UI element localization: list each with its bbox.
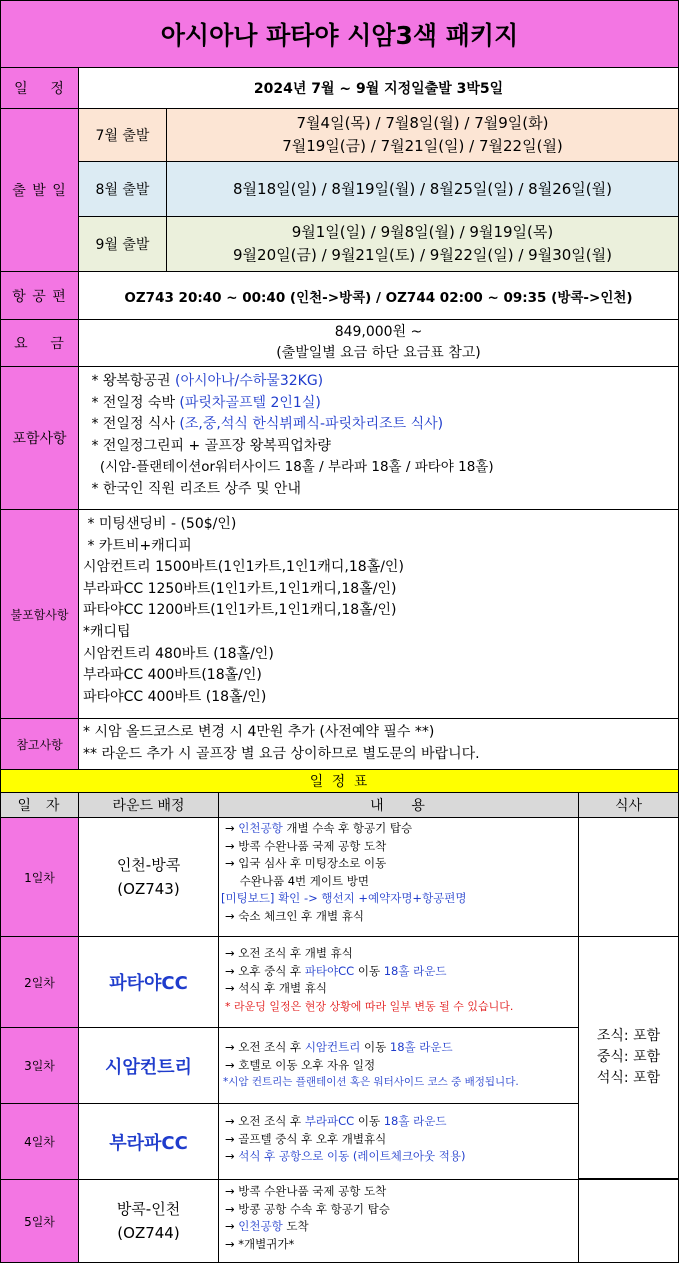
header-text: 식사 [614, 798, 643, 814]
included-list [78, 366, 679, 510]
excluded-item: *캐디팁 [83, 623, 131, 640]
schedule-line: → 석식 후 개별 휴식 [225, 981, 328, 995]
itinerary-title [0, 769, 679, 793]
day-2-label [0, 936, 79, 1028]
schedule-note: * 라운딩 일정은 현장 상황에 따라 일부 변동 될 수 있습니다. [225, 999, 514, 1013]
notes-list [78, 718, 679, 770]
header-text: 일 자 [17, 798, 62, 814]
day-5-meal [578, 1179, 679, 1263]
day-label-text: 1일차 [24, 870, 55, 885]
schedule-line: → 오전 조식 후 개별 휴식 [225, 946, 353, 960]
included-item: * 전일정 숙박 (파릿차골프텔 2인1실) [87, 394, 321, 411]
day-5-round [78, 1179, 219, 1263]
itinerary-header-content [218, 792, 579, 818]
price-amount: 849,000원 ~ [334, 324, 423, 340]
schedule-line: → 방콕 수완나품 국제 공항 도착 [225, 838, 387, 853]
schedule-line: → *개별귀가* [225, 1236, 295, 1251]
schedule-line: → 골프텔 중식 후 오후 개별휴식 [225, 1131, 387, 1146]
excluded-label-text: 불포함사항 [10, 607, 69, 622]
flight-value [78, 271, 679, 320]
notes-item: * 시암 올드코스로 변경 시 4만원 추가 (사전예약 필수 **) [83, 724, 435, 740]
excluded-item: 파타야CC 1200바트(1인1카트,1인1캐디,18홀/인) [83, 602, 397, 619]
round-route: 인천-방콕 [116, 856, 181, 874]
flight-label-text: 항 공 편 [12, 288, 67, 305]
round-flight: (OZ743) [117, 880, 180, 898]
day-label-text: 4일차 [24, 1135, 55, 1149]
schedule-line: → 입국 심사 후 미팅장소로 이동 [225, 856, 387, 870]
departure-dates-july [166, 108, 679, 162]
included-item: * 왕복항공권 (아시아나/수하물32KG) [87, 373, 324, 389]
day-label-text: 3일차 [24, 1059, 55, 1073]
month-label: 9월 출발 [95, 237, 150, 253]
day-1-content [218, 817, 579, 937]
departure-month-august [78, 161, 167, 217]
round-flight: (OZ744) [117, 1224, 180, 1242]
day-3-label [0, 1027, 79, 1104]
meal-breakfast: 조식: 포함 [596, 1028, 661, 1044]
excluded-item: 파타야CC 400바트 (18홀/인) [83, 688, 267, 705]
day-2-content [218, 936, 579, 1028]
excluded-item: 시암컨트리 480바트 (18홀/인) [83, 645, 274, 662]
itinerary-header-day [0, 792, 79, 818]
excluded-item: * 미팅샌딩비 - (50$/인) [83, 516, 237, 532]
included-item: * 전일정 식사 (조,중,석식 한식뷔페식-파릿차리조트 식사) [87, 416, 444, 432]
excluded-item: 시암컨트리 1500바트(1인1카트,1인1캐디,18홀/인) [83, 559, 404, 576]
schedule-line: → 인천공항 도착 [225, 1219, 309, 1233]
excluded-item: * 카트비+캐디피 [83, 537, 192, 554]
departure-dates-august [166, 161, 679, 217]
page-title [0, 0, 679, 68]
schedule-line: → 호텔로 이동 오후 자유 일정 [225, 1057, 376, 1072]
departure-dates-september [166, 216, 679, 272]
schedule-line: → 숙소 체크인 후 개별 휴식 [225, 908, 365, 923]
departure-month-july [78, 108, 167, 162]
flight-label [0, 271, 79, 320]
day-1-label [0, 817, 79, 937]
header-text: 라운드 배정 [112, 798, 185, 814]
meal-dinner: 석식: 포함 [596, 1070, 661, 1086]
day-4-round [78, 1103, 219, 1180]
dates-line: 9월20일(금) / 9월21일(토) / 9월22일(일) / 9월30일(월) [233, 246, 612, 264]
day-5-label [0, 1179, 79, 1263]
excluded-item: 부라파CC 400바트(18홀/인) [83, 667, 262, 684]
schedule-line: 수완나품 4번 게이트 방면 [225, 873, 369, 888]
excluded-item: 부라파CC 1250바트(1인1카트,1인1캐디,18홀/인) [83, 580, 397, 597]
meal-info [578, 936, 679, 1179]
flight-value-text: OZ743 20:40 ~ 00:40 (인천->방콕) / OZ744 02:00 ~ 09:35 (방콕->인천) [124, 289, 633, 306]
dates-line: 9월1일(일) / 9월8일(월) / 9월19일(목) [291, 223, 554, 241]
price-label-text: 요 금 [14, 336, 65, 352]
schedule-line: → 오전 조식 후 시암컨트리 이동 18홀 라운드 [225, 1040, 453, 1054]
page-title-text: 아시아나 파타야 시암3색 패키지 [160, 21, 519, 50]
month-label: 8월 출발 [95, 182, 150, 198]
departure-label-text: 출 발 일 [12, 183, 67, 199]
round-course: 시암컨트리 [105, 1056, 192, 1078]
schedule-value [78, 67, 679, 109]
departure-month-september [78, 216, 167, 272]
day-4-label [0, 1103, 79, 1180]
departure-label [0, 108, 79, 272]
schedule-note: *시암 컨트리는 플랜테이션 혹은 워터사이드 코스 중 배정됩니다. [223, 1076, 519, 1088]
day-5-content [218, 1179, 579, 1263]
day-label-text: 5일차 [24, 1214, 55, 1229]
price-note: (출발일별 요금 하단 요금표 참고) [276, 345, 481, 361]
itinerary-title-text: 일 정 표 [309, 774, 370, 790]
notes-item: ** 라운드 추가 시 골프장 별 요금 상이하므로 별도문의 바랍니다. [83, 745, 480, 762]
excluded-list [78, 509, 679, 719]
meal-lunch: 중식: 포함 [596, 1049, 661, 1065]
included-item: (시암-플랜테이션or워터사이드 18홀 / 부라파 18홀 / 파타야 18홀) [87, 459, 494, 475]
day-label-text: 2일차 [24, 975, 55, 990]
dates-line: 8월18일(일) / 8월19일(월) / 8월25일(일) / 8월26일(월) [233, 179, 612, 198]
month-label: 7월 출발 [95, 128, 150, 144]
day-4-content [218, 1103, 579, 1180]
itinerary-header-meal [578, 792, 679, 818]
schedule-line: [미팅보드] 확인 -> 행선지 +예약자명+항공편명 [221, 891, 467, 905]
schedule-value-text: 2024년 7월 ~ 9월 지정일출발 3박5일 [253, 81, 504, 97]
day-1-meal [578, 817, 679, 937]
header-text: 내 용 [370, 798, 427, 814]
schedule-line: → 인천공항 개별 수속 후 항공기 탑승 [225, 821, 413, 835]
round-course: 파타야CC [109, 973, 188, 994]
schedule-line: → 오전 조식 후 부라파CC 이동 18홀 라운드 [225, 1114, 447, 1128]
dates-line: 7월4일(목) / 7월8일(월) / 7월9일(화) [296, 114, 549, 132]
day-3-content [218, 1027, 579, 1104]
day-3-round [78, 1027, 219, 1104]
day-2-round [78, 936, 219, 1028]
notes-label [0, 718, 79, 770]
included-item: * 전일정그린피 + 골프장 왕복픽업차량 [87, 437, 331, 454]
price-value [78, 319, 679, 367]
schedule-label [0, 67, 79, 109]
included-label-text: 포함사항 [12, 431, 67, 447]
schedule-line: → 석식 후 공항으로 이동 (레이트체크아웃 적용) [225, 1149, 466, 1163]
round-route: 방콕-인천 [116, 1200, 181, 1218]
round-course: 부라파CC [109, 1132, 188, 1154]
itinerary-header-round [78, 792, 219, 818]
price-label [0, 319, 79, 367]
notes-label-text: 참고사항 [16, 737, 63, 752]
included-label [0, 366, 79, 510]
schedule-line: → 방콩 공항 수속 후 항공기 탑승 [225, 1201, 390, 1216]
schedule-label-text: 일 정 [14, 81, 65, 97]
dates-line: 7월19일(금) / 7월21일(일) / 7월22일(월) [282, 137, 563, 155]
excluded-label [0, 509, 79, 719]
included-item: * 한국인 직원 리조트 상주 및 안내 [87, 480, 301, 497]
schedule-line: → 방콕 수완나품 국제 공항 도착 [225, 1184, 387, 1198]
day-1-round [78, 817, 219, 937]
schedule-line: → 오후 중식 후 파타야CC 이동 18홀 라운드 [225, 963, 447, 978]
